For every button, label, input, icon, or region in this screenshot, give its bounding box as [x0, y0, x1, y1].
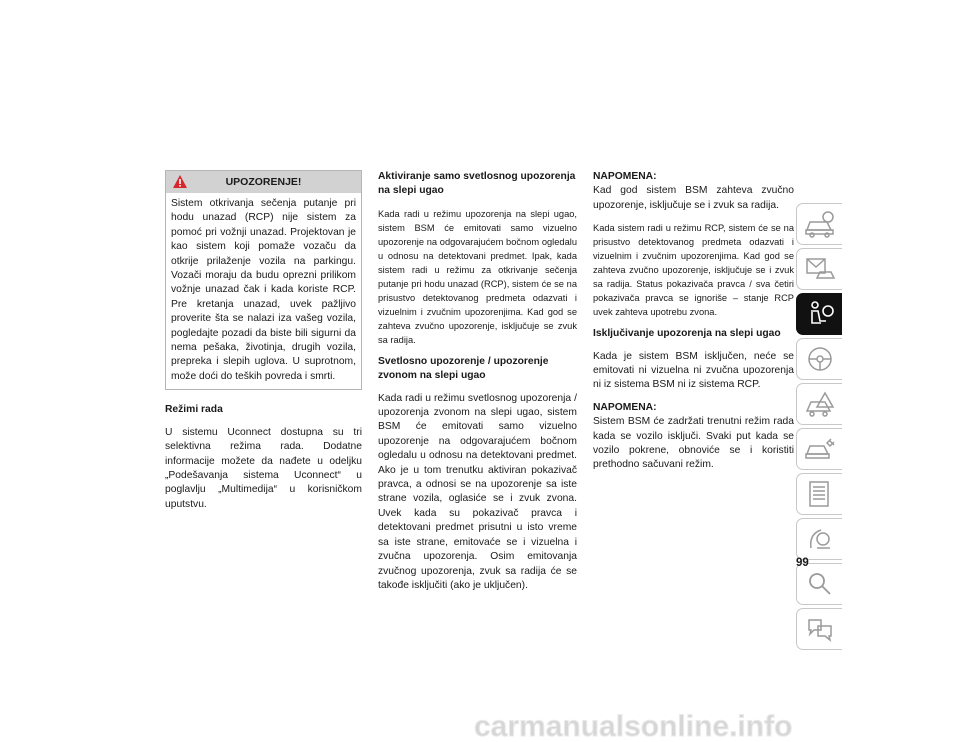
note-1-text: Kad god sistem BSM zahteva zvučno upozorenje, isključuje se i zvuk sa radija. — [593, 185, 794, 211]
left-column — [165, 170, 362, 512]
multimedia-icon — [803, 524, 837, 554]
page-number: 99 — [796, 557, 809, 569]
tab-warning-car[interactable] — [796, 383, 842, 425]
section-heading-light-warning: Aktiviranje samo svetlosnog upozorenja na slepi ugao — [378, 171, 576, 197]
tab-search-index[interactable] — [796, 563, 842, 605]
note-2 — [593, 401, 794, 473]
airbag-safety-icon — [803, 299, 837, 329]
disable-text: Kada je sistem BSM isključen, neće se emitovati ni vizuelna ni zvučna upozorenja ni iz sistema BSM ni iz sistema RCP. — [593, 350, 794, 391]
section-heading-disable: Isključivanje upozorenja na slepi ugao — [593, 328, 781, 340]
specifications-list-icon — [803, 479, 837, 509]
section-heading-modes: Režimi rada — [165, 404, 223, 416]
middle-column — [378, 170, 577, 593]
warning-car-icon — [803, 389, 837, 419]
tab-specifications[interactable] — [796, 473, 842, 515]
right-column — [593, 170, 794, 473]
note-1-label: NAPOMENA: — [593, 171, 657, 182]
warning-triangle-icon — [172, 174, 188, 189]
warning-header — [166, 171, 361, 193]
chapter-tabs — [796, 203, 842, 653]
search-index-icon — [803, 569, 837, 599]
steering-wheel-icon — [803, 344, 837, 374]
warning-box — [165, 170, 362, 390]
note-2-label: NAPOMENA: — [593, 401, 657, 413]
warning-text: Sistem otkrivanja sečenja putanje pri hodu unazad (RCP) nije sistem za pomoć pri vožnji unazad. Projektovan je kao sistem koji pomaže vozaču da otkrije prilaženje vozila na parkingu. Vozači moraju da budu oprezni prilikom vožnje unazad čak i kada koriste RCP. Pre kretanja unazad, uvek pažljivo proverite šta se nalazi iza vašeg vozila, pogledajte pozadi da biste bili sigurni da nema pešaka, životinja, drugih vozila, prepreka i slepih uglova. U suprotnom, može doći do teških povreda i smrti. — [171, 198, 356, 382]
warning-title: UPOZORENJE! — [225, 175, 302, 188]
note-2-text: Sistem BSM će zadržati trenutni režim rada kada se vozilo isključi. Svaki put kada se vozilo pokrene, obnoviće se i koristiti prethodno sačuvani režim. — [593, 416, 794, 471]
service-car-icon — [803, 434, 837, 464]
tab-service-car[interactable] — [796, 428, 842, 470]
light-warning-text: Kada radi u režimu upozorenja na slepi ugao, sistem BSM će emitovati samo vizuelno upozorenje na odgovarajućem bočnom ogledalu u odnosu na detektovani predmet. Ipak, kada sistem radi u režimu za otkrivanje sečenja putanje pri hodu unazad (RCP), sistem će se na prisustvo detektovanog predmeta odazvati i vizuelnim i zvučnim upozorenjima. Kad god se zahteva zvučno upozorenje, isključuje se zvuk sa radija. — [378, 208, 577, 345]
tab-multimedia[interactable] — [796, 518, 842, 560]
language-icon — [803, 614, 837, 644]
tab-envelope-car[interactable] — [796, 248, 842, 290]
car-info-icon — [803, 209, 837, 239]
watermark — [474, 706, 954, 742]
tab-language[interactable] — [796, 608, 842, 650]
tab-steering-wheel[interactable] — [796, 338, 842, 380]
chime-warning-text: Kada radi u režimu svetlosnog upozorenja / upozorenja zvonom na slepi ugao, sistem BSM će emitovati samo vizuelno upozorenje na odgovarajućem bočnom ogledalu u odnosu na detektovani predmet. Ako je u tom trenutku aktiviran pokazivač pravca, a odnosi se na upozorenje sa iste strane vozila, oglasiće se i zvuk zvona. Uvek kada su pokazivač pravca i detektovani predmet prisutni u isto vreme sa iste strane, emitovaće se i vizuelna i zvučna upozorenja. Osim emitovanja zvučnog upozorenja, zvuk sa radija će se takođe isključiti (ako je uključen). — [378, 392, 577, 591]
tab-airbag-safety[interactable] — [796, 293, 842, 335]
tab-car-info[interactable] — [796, 203, 842, 245]
note-1 — [593, 170, 794, 213]
section-heading-chime-warning: Svetlosno upozorenje / upozorenje zvonom na slepi ugao — [378, 355, 549, 382]
watermark-text: carmanualsonline.info — [474, 710, 793, 742]
envelope-car-icon — [803, 254, 837, 284]
rcp-mode-text: Kada sistem radi u režimu RCP, sistem će se na prisustvo detektovanog predmeta odazvati i vizuelnim i zvučnim upozorenjima. Kad god se zahteva zvučno upozorenje, isključuje se i zvuk sa radija. Status pokazivača pravca / sva četiri pokazivača pravca se ignoriše – stanje RCP uvek zahteva upotrebu zvona. — [593, 223, 794, 318]
modes-text: U sistemu Uconnect dostupna su tri selektivna režima rada. Dodatne informacije možete da nađete u odeljku „Podešavanja sistema Uconnect“ u poglavlju „Multimedija“ u korisničkom uputstvu. — [165, 426, 362, 510]
